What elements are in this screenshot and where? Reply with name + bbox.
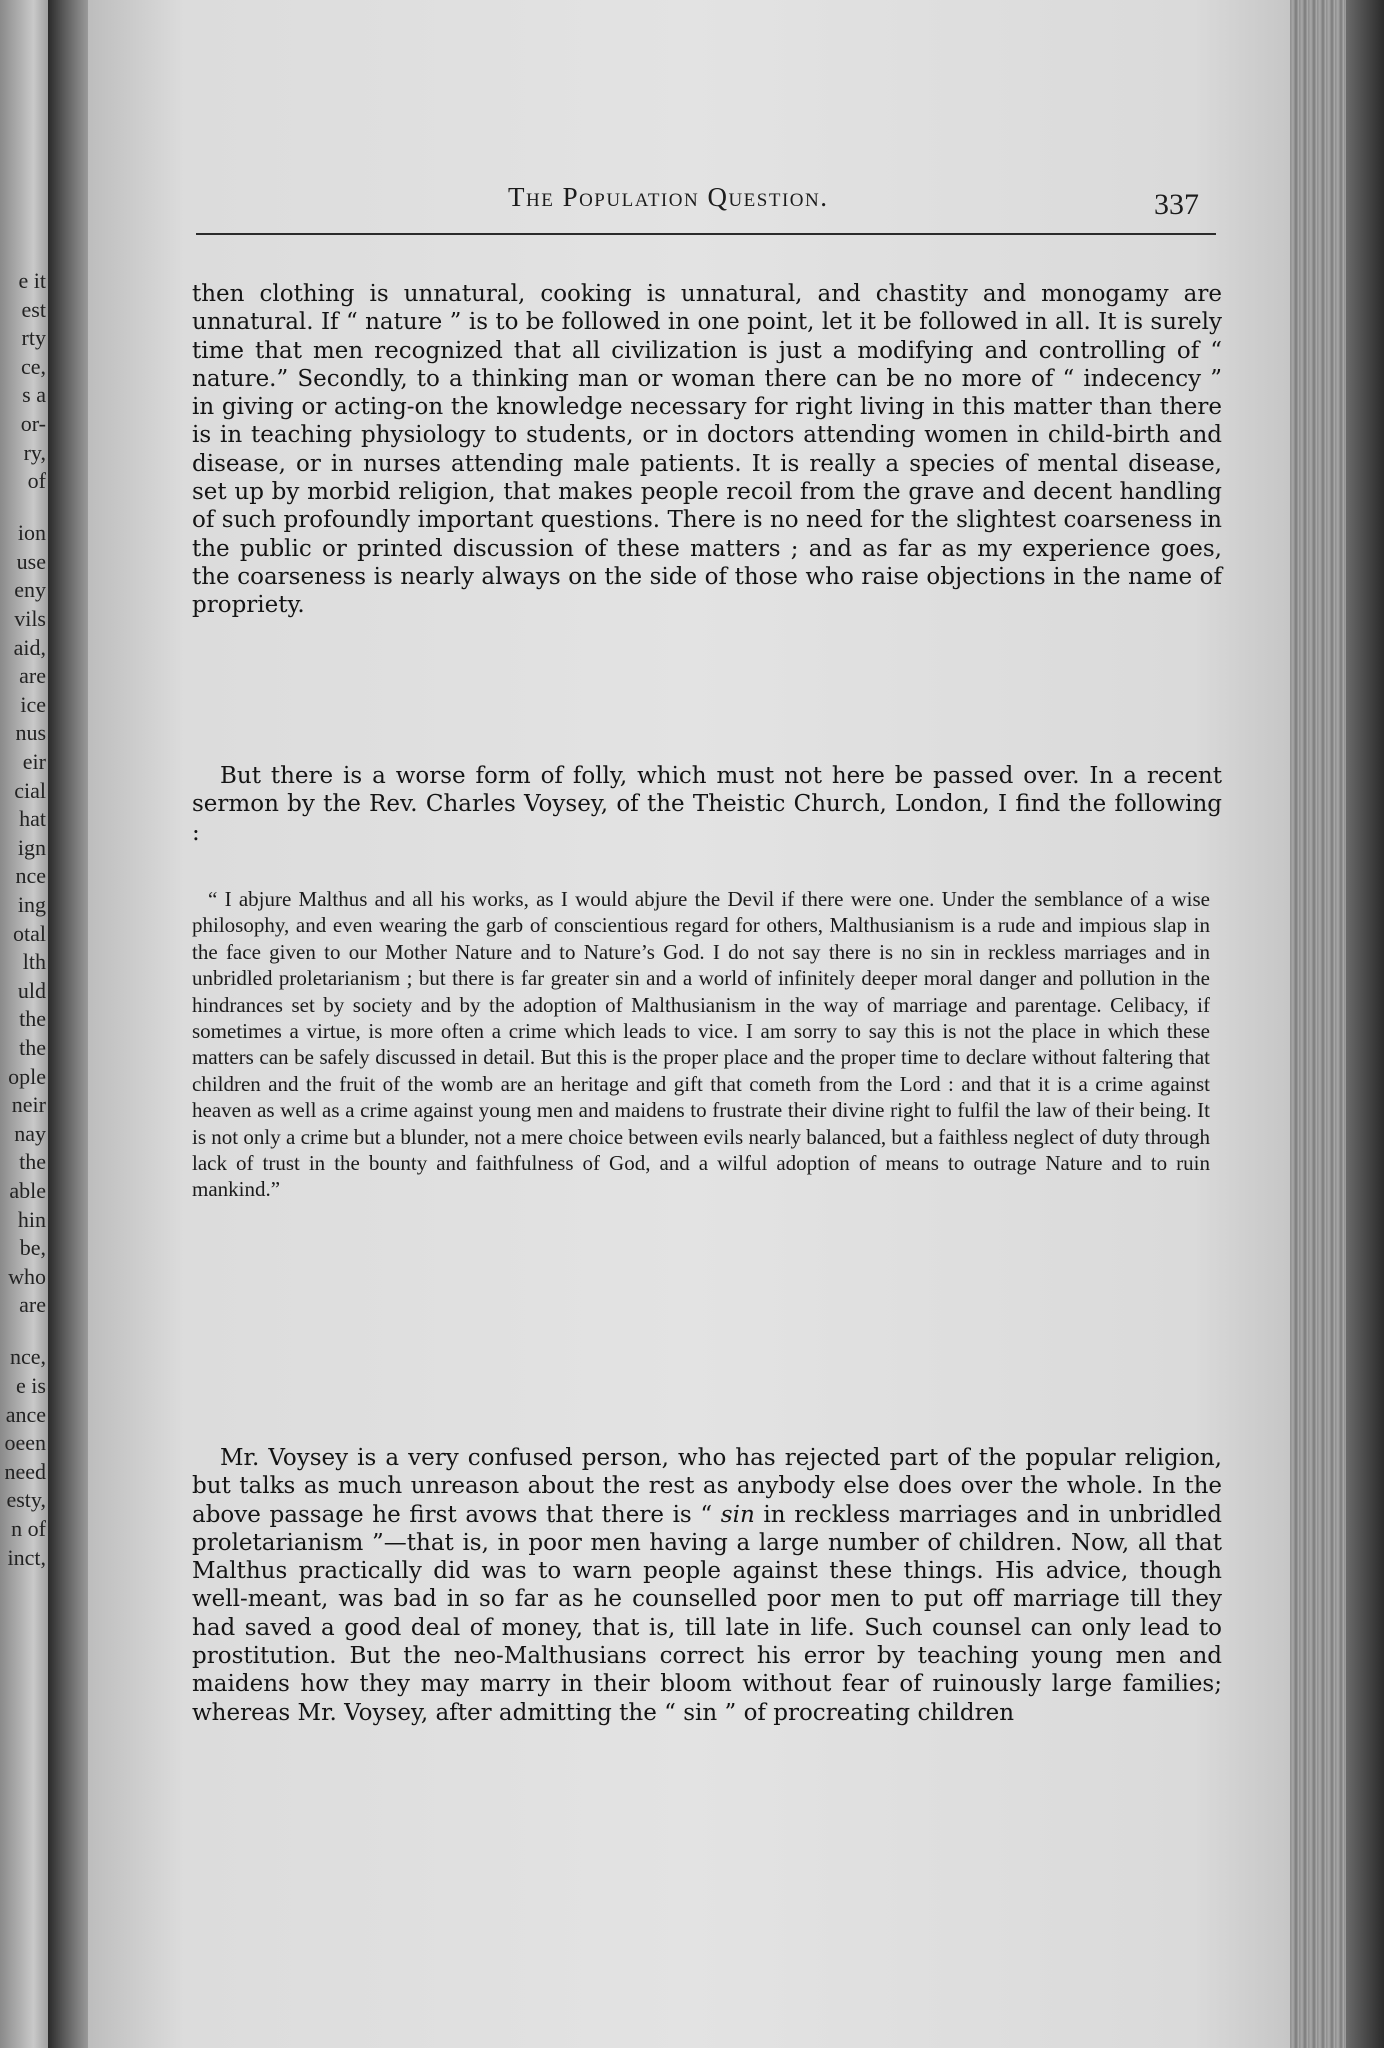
facing-page-fragment: ople xyxy=(8,1063,46,1089)
facing-page-fragment: ing xyxy=(17,892,46,917)
facing-page-fragment: are xyxy=(19,663,46,689)
facing-page-fragment: lth xyxy=(22,949,46,975)
facing-page-fragment: esty, xyxy=(6,1487,46,1513)
paragraph-1: then clothing is unnatural, cooking is unnatural, and chastity and monogamy are unnatural. If “ nature ” is to be followed in one point, let it be followed in all. It is surely time that men recognized that all civilization is just a modifying and controlling of “ nature.” Secondly, to a thinking man or woman there can be no more of “ indecency ” in giving or acting-on the knowledge necessary for right living in this matter than there is in teaching physiology to students, or in doctors attending women in child-birth and disease, or in nurses attending male patients. It is really a species of mental disease, set up by morbid religion, that makes people recoil from the grave and decent handling of such profoundly important questions. There is no need for the slightest coarseness in the public or printed discussion of these matters ; and as far as my experience goes, the coarseness is nearly always on the side of those who raise objections in the name of propriety. xyxy=(192,281,1222,619)
running-head: The Population Question. xyxy=(508,182,829,212)
paragraph-2: But there is a worse form of folly, which must not here be passed over. In a recent sermon by the Rev. Charles Voysey, of the Theistic Church, London, I find the following : xyxy=(192,763,1222,846)
facing-page-fragment: e is xyxy=(16,1373,46,1398)
facing-page-fragment: the xyxy=(19,1035,46,1060)
facing-page-fragment: nus xyxy=(15,720,46,746)
header-rule xyxy=(196,233,1216,235)
facing-page-fragment: hat xyxy=(19,806,46,832)
facing-page-fragment: use xyxy=(16,548,46,574)
facing-page-fragment: hin xyxy=(17,1206,46,1232)
facing-page-fragment: be, xyxy=(19,1235,46,1261)
facing-page-fragment: ance xyxy=(5,1401,46,1427)
facing-page-fragment: or- xyxy=(20,411,46,436)
facing-page-fragment: ion xyxy=(17,520,46,546)
book-edge-shadow xyxy=(1346,0,1384,2048)
facing-page-fragment: need xyxy=(4,1458,46,1484)
emphasized-word-sin: sin xyxy=(720,1501,755,1528)
facing-page-fragment: the xyxy=(19,1149,46,1175)
facing-page-fragment: vils xyxy=(14,606,46,631)
facing-page-fragment: otal xyxy=(13,920,46,946)
facing-page-fragment: est xyxy=(21,296,46,322)
paragraph-3-part-1: Mr. Voysey is a very confused person, who has rejected part of the popular religion, but talks as much unreason about the rest as anybody else does over the whole. In the above passage he first avows that there is “ xyxy=(192,1445,1222,1528)
book-gutter xyxy=(48,0,88,2048)
facing-page-fragment: oeen xyxy=(4,1430,46,1456)
facing-page-fragment: n of xyxy=(11,1516,46,1541)
facing-page-fragment: uld xyxy=(17,977,46,1003)
facing-page-fragment: of xyxy=(27,468,46,494)
book-page xyxy=(88,0,1290,2048)
facing-page-fragment: s a xyxy=(22,382,46,408)
facing-page-fragment: able xyxy=(9,1178,46,1203)
facing-page-fragment: nay xyxy=(14,1120,46,1146)
facing-page-fragment: e it xyxy=(18,268,46,293)
facing-page-fragment: neir xyxy=(11,1092,46,1118)
facing-page-fragment: nce, xyxy=(9,1344,46,1370)
facing-page-fragment: eir xyxy=(22,749,46,774)
facing-page-fragment: aid, xyxy=(13,634,46,660)
facing-page-fragment: who xyxy=(8,1263,46,1289)
paragraph-3-part-2: in reckless marriages and in unbridled proletarianism ”—that is, in poor men having a large number of children. Now, all that Malthus practically did was to warn people against these things. His advice, though well-meant, was bad in so far as he counselled poor men to put off marriage till they had saved a good deal of money, that is, till late in life. Such counsel can only lead to prostitution. But the neo-Malthusians correct his error by teaching young men and maidens how they may marry in their bloom without fear of ruinously large families; whereas Mr. Voysey, after admitting the “ sin ” of procreating children xyxy=(192,1501,1223,1726)
block-quote: “ I abjure Malthus and all his works, as I would abjure the Devil if there were one. Under the semblance of a wise philosophy, and even wearing the garb of conscientious regard for others, Malthusianism is a rude and impious slap in the face given to our Mother Nature and to Nature’s God. I do not say there is no sin in reckless marriages and in unbridled proletarianism ; but there is far greater sin and a world of infinitely deeper moral danger and pollution in the hindrances set by society and by the adoption of Malthusianism in the way of marriage and parentage. Celibacy, if sometimes a virtue, is more often a crime which leads to vice. I am sorry to say this is not the place in which these matters can be safely discussed in detail. But this is the proper place and the proper time to declare without faltering that children and the fruit of the womb are an heritage and gift that cometh from the Lord : and that it is a crime against heaven as well as a crime against young men and maidens to frustrate their divine right to fulfil the law of their being. It is not only a crime but a blunder, not a mere choice between evils nearly balanced, but a faithless neglect of duty through lack of trust in the bounty and faithfulness of God, and a wilful adoption of means to outrage Nature and to ruin mankind.” xyxy=(192,887,1210,1202)
facing-page-fragment: nce xyxy=(15,863,46,889)
facing-page-fragment: are xyxy=(19,1292,46,1318)
facing-page-fragment: ice xyxy=(20,691,46,717)
facing-page-fragment: rty xyxy=(21,325,46,351)
facing-page-fragment: the xyxy=(19,1006,46,1032)
facing-page-fragment: cial xyxy=(14,777,46,803)
page-number: 337 xyxy=(1154,188,1199,221)
facing-page-strip xyxy=(0,0,48,2048)
facing-page-fragment: ce, xyxy=(20,353,46,379)
facing-page-fragment: ign xyxy=(17,834,46,860)
facing-page-fragment: ry, xyxy=(23,439,46,465)
paragraph-3 xyxy=(192,1444,1222,1727)
facing-page-fragment: inct, xyxy=(7,1544,46,1570)
facing-page-fragment: eny xyxy=(14,577,46,603)
